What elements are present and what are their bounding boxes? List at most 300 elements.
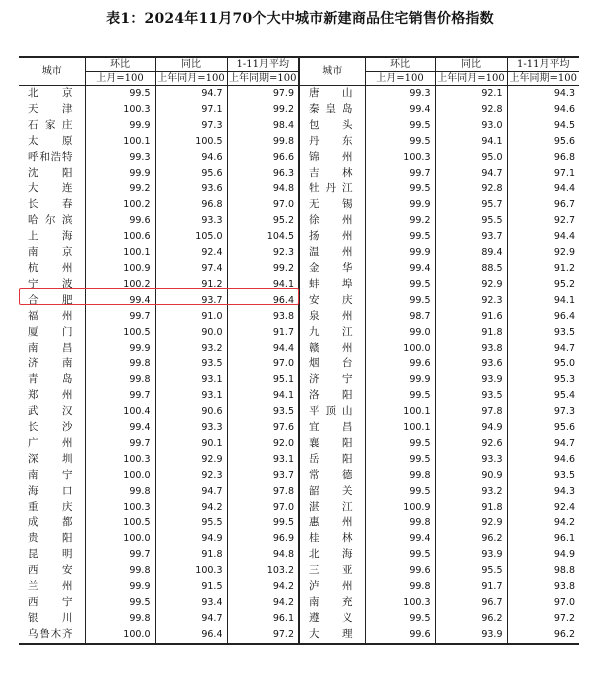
mom-index-cell: 99.8 xyxy=(85,372,155,388)
yoy-index-cell: 88.5 xyxy=(435,261,507,277)
avg-index-cell: 97.2 xyxy=(507,611,579,627)
city-name-cell: 长春 xyxy=(28,198,73,211)
city-name-cell: 天津 xyxy=(28,102,73,115)
avg-index-cell: 96.4 xyxy=(507,309,579,325)
yoy-index-cell: 95.0 xyxy=(435,150,507,166)
avg-index-cell: 94.5 xyxy=(507,118,579,134)
table-row xyxy=(19,611,579,627)
avg-index-cell: 95.2 xyxy=(507,277,579,293)
yoy-index-cell: 93.3 xyxy=(435,452,507,468)
avg-index-cell: 97.0 xyxy=(227,500,299,516)
mom-index-cell: 99.5 xyxy=(365,611,435,627)
table-row xyxy=(19,277,579,293)
header-yoy-right: 同比 xyxy=(435,57,507,72)
avg-index-cell: 92.7 xyxy=(507,213,579,229)
mom-index-cell: 99.8 xyxy=(85,563,155,579)
mom-index-cell: 100.3 xyxy=(85,102,155,118)
mom-index-cell: 100.5 xyxy=(85,515,155,531)
yoy-index-cell: 91.0 xyxy=(155,309,227,325)
city-name-cell: 武汉 xyxy=(28,405,73,418)
avg-index-cell: 93.8 xyxy=(227,309,299,325)
city-name-cell: 桂林 xyxy=(299,531,365,547)
yoy-index-cell: 91.8 xyxy=(435,500,507,516)
avg-index-cell: 93.5 xyxy=(227,404,299,420)
city-name-cell: 牡丹江 xyxy=(299,181,365,197)
yoy-index-cell: 94.7 xyxy=(155,611,227,627)
city-name-cell: 西宁 xyxy=(28,596,73,608)
avg-index-cell: 97.2 xyxy=(227,627,299,644)
yoy-index-cell: 93.6 xyxy=(155,181,227,197)
mom-index-cell: 100.0 xyxy=(365,341,435,357)
mom-index-cell: 99.9 xyxy=(85,118,155,134)
mom-index-cell: 99.7 xyxy=(85,436,155,452)
avg-index-cell: 93.1 xyxy=(227,452,299,468)
city-name-cell: 杭州 xyxy=(28,261,73,274)
yoy-index-cell: 93.6 xyxy=(435,356,507,372)
city-name-cell: 南京 xyxy=(28,246,73,259)
yoy-index-cell: 97.4 xyxy=(155,261,227,277)
avg-index-cell: 99.2 xyxy=(227,261,299,277)
city-name-cell: 上海 xyxy=(28,230,73,243)
city-name-cell: 呼和浩特 xyxy=(28,150,73,163)
avg-index-cell: 99.8 xyxy=(227,134,299,150)
mom-index-cell: 100.3 xyxy=(85,500,155,516)
header-yoy-base-right: 上年同月=100 xyxy=(435,72,507,86)
table-row xyxy=(19,436,579,452)
avg-index-cell: 94.3 xyxy=(507,484,579,500)
table-row xyxy=(19,102,579,118)
mom-index-cell: 99.0 xyxy=(365,325,435,341)
header-avg-base-right: 上年同期=100 xyxy=(507,72,579,86)
table-row xyxy=(19,388,579,404)
avg-index-cell: 93.8 xyxy=(507,579,579,595)
table-row xyxy=(19,579,579,595)
avg-index-cell: 96.1 xyxy=(227,611,299,627)
avg-index-cell: 96.3 xyxy=(227,166,299,182)
mom-index-cell: 99.5 xyxy=(85,86,155,102)
mom-index-cell: 99.7 xyxy=(85,388,155,404)
mom-index-cell: 100.0 xyxy=(85,531,155,547)
mom-index-cell: 99.5 xyxy=(365,277,435,293)
yoy-index-cell: 94.7 xyxy=(155,484,227,500)
avg-index-cell: 94.6 xyxy=(507,452,579,468)
mom-index-cell: 98.7 xyxy=(365,309,435,325)
mom-index-cell: 99.7 xyxy=(85,309,155,325)
avg-index-cell: 97.9 xyxy=(227,86,299,102)
avg-index-cell: 92.3 xyxy=(227,245,299,261)
mom-index-cell: 99.5 xyxy=(365,134,435,150)
yoy-index-cell: 95.5 xyxy=(435,213,507,229)
mom-index-cell: 100.2 xyxy=(85,197,155,213)
city-name-cell: 太原 xyxy=(28,134,73,147)
mom-index-cell: 99.5 xyxy=(365,293,435,309)
yoy-index-cell: 94.6 xyxy=(155,150,227,166)
yoy-index-cell: 93.9 xyxy=(435,547,507,563)
city-name-cell: 大理 xyxy=(299,627,365,644)
table-row xyxy=(19,515,579,531)
yoy-index-cell: 93.9 xyxy=(435,372,507,388)
table-row xyxy=(19,420,579,436)
table-row xyxy=(19,547,579,563)
avg-index-cell: 93.7 xyxy=(227,468,299,484)
mom-index-cell: 100.6 xyxy=(85,229,155,245)
yoy-index-cell: 91.5 xyxy=(155,579,227,595)
yoy-index-cell: 93.9 xyxy=(435,627,507,644)
mom-index-cell: 100.1 xyxy=(365,420,435,436)
table-row xyxy=(19,261,579,277)
table-row xyxy=(19,468,579,484)
mom-index-cell: 99.2 xyxy=(85,181,155,197)
yoy-index-cell: 90.1 xyxy=(155,436,227,452)
avg-index-cell: 97.8 xyxy=(227,484,299,500)
city-name-cell: 吉林 xyxy=(299,166,365,182)
city-name-cell: 徐州 xyxy=(299,213,365,229)
avg-index-cell: 94.1 xyxy=(227,277,299,293)
mom-index-cell: 99.8 xyxy=(365,468,435,484)
yoy-index-cell: 93.2 xyxy=(435,484,507,500)
table-row xyxy=(19,500,579,516)
city-name-cell: 安庆 xyxy=(299,293,365,309)
table-row xyxy=(19,531,579,547)
yoy-index-cell: 92.1 xyxy=(435,86,507,102)
mom-index-cell: 99.7 xyxy=(85,547,155,563)
city-name-cell: 兰州 xyxy=(28,580,73,593)
city-name-cell: 重庆 xyxy=(28,500,73,513)
avg-index-cell: 98.4 xyxy=(227,118,299,134)
city-name-cell: 南昌 xyxy=(28,341,73,354)
mom-index-cell: 100.2 xyxy=(85,277,155,293)
city-name-cell: 郑州 xyxy=(28,389,73,402)
header-yoy-left: 同比 xyxy=(155,57,227,72)
city-name-cell: 平顶山 xyxy=(299,404,365,420)
city-name-cell: 厦门 xyxy=(28,325,73,338)
header-city-right: 城市 xyxy=(299,57,365,86)
mom-index-cell: 99.5 xyxy=(365,547,435,563)
yoy-index-cell: 91.7 xyxy=(435,579,507,595)
avg-index-cell: 91.2 xyxy=(507,261,579,277)
mom-index-cell: 99.6 xyxy=(365,563,435,579)
yoy-index-cell: 91.8 xyxy=(435,325,507,341)
city-name-cell: 唐山 xyxy=(299,86,365,102)
yoy-index-cell: 93.5 xyxy=(435,388,507,404)
table-row xyxy=(19,150,579,166)
mom-index-cell: 100.0 xyxy=(85,627,155,644)
table-row xyxy=(19,293,579,309)
avg-index-cell: 96.6 xyxy=(227,150,299,166)
yoy-index-cell: 93.2 xyxy=(155,341,227,357)
city-name-cell: 南宁 xyxy=(28,468,73,481)
mom-index-cell: 99.7 xyxy=(365,166,435,182)
mom-index-cell: 99.4 xyxy=(365,261,435,277)
yoy-index-cell: 92.3 xyxy=(435,293,507,309)
avg-index-cell: 95.1 xyxy=(227,372,299,388)
yoy-index-cell: 94.7 xyxy=(435,166,507,182)
header-mom-base-left: 上月=100 xyxy=(85,72,155,86)
header-mom-base-right: 上月=100 xyxy=(365,72,435,86)
avg-index-cell: 104.5 xyxy=(227,229,299,245)
yoy-index-cell: 93.7 xyxy=(435,229,507,245)
yoy-index-cell: 96.2 xyxy=(435,531,507,547)
mom-index-cell: 100.4 xyxy=(85,404,155,420)
mom-index-cell: 99.4 xyxy=(85,293,155,309)
avg-index-cell: 94.8 xyxy=(227,181,299,197)
city-name-cell: 石家庄 xyxy=(28,118,73,131)
city-name-cell: 襄阳 xyxy=(299,436,365,452)
table-row xyxy=(19,341,579,357)
mom-index-cell: 100.9 xyxy=(365,500,435,516)
city-name-cell: 昆明 xyxy=(28,548,73,561)
mom-index-cell: 99.5 xyxy=(365,452,435,468)
avg-index-cell: 97.0 xyxy=(227,197,299,213)
yoy-index-cell: 94.9 xyxy=(435,420,507,436)
city-name-cell: 扬州 xyxy=(299,229,365,245)
mom-index-cell: 99.4 xyxy=(365,531,435,547)
city-name-cell: 成都 xyxy=(28,516,73,529)
yoy-index-cell: 96.8 xyxy=(155,197,227,213)
yoy-index-cell: 94.1 xyxy=(435,134,507,150)
city-name-cell: 湛江 xyxy=(299,500,365,516)
avg-index-cell: 95.4 xyxy=(507,388,579,404)
city-name-cell: 九江 xyxy=(299,325,365,341)
yoy-index-cell: 90.0 xyxy=(155,325,227,341)
avg-index-cell: 96.2 xyxy=(507,627,579,644)
yoy-index-cell: 94.7 xyxy=(155,86,227,102)
mom-index-cell: 99.5 xyxy=(365,388,435,404)
yoy-index-cell: 92.9 xyxy=(435,515,507,531)
avg-index-cell: 97.0 xyxy=(507,595,579,611)
city-name-cell: 洛阳 xyxy=(299,388,365,404)
mom-index-cell: 99.8 xyxy=(85,356,155,372)
table-row xyxy=(19,86,579,102)
price-index-table-container xyxy=(19,56,579,645)
mom-index-cell: 99.5 xyxy=(365,181,435,197)
yoy-index-cell: 91.2 xyxy=(155,277,227,293)
avg-index-cell: 96.7 xyxy=(507,197,579,213)
city-name-cell: 温州 xyxy=(299,245,365,261)
price-index-table xyxy=(19,56,579,645)
yoy-index-cell: 92.8 xyxy=(435,102,507,118)
city-name-cell: 合肥 xyxy=(28,293,73,306)
mom-index-cell: 99.8 xyxy=(365,515,435,531)
header-avg-left: 1-11月平均 xyxy=(227,57,299,72)
yoy-index-cell: 94.2 xyxy=(155,500,227,516)
yoy-index-cell: 90.6 xyxy=(155,404,227,420)
city-name-cell: 遵义 xyxy=(299,611,365,627)
header-mom-right: 环比 xyxy=(365,57,435,72)
mom-index-cell: 99.5 xyxy=(365,484,435,500)
city-name-cell: 韶关 xyxy=(299,484,365,500)
yoy-index-cell: 95.7 xyxy=(435,197,507,213)
table-row xyxy=(19,595,579,611)
mom-index-cell: 99.8 xyxy=(85,611,155,627)
table-body xyxy=(19,86,579,644)
yoy-index-cell: 93.3 xyxy=(155,213,227,229)
avg-index-cell: 94.2 xyxy=(227,579,299,595)
city-name-cell: 青岛 xyxy=(28,373,73,386)
mom-index-cell: 100.3 xyxy=(365,595,435,611)
yoy-index-cell: 96.2 xyxy=(435,611,507,627)
city-name-cell: 泸州 xyxy=(299,579,365,595)
mom-index-cell: 99.9 xyxy=(365,245,435,261)
yoy-index-cell: 92.8 xyxy=(435,181,507,197)
avg-index-cell: 96.1 xyxy=(507,531,579,547)
mom-index-cell: 99.5 xyxy=(85,595,155,611)
avg-index-cell: 96.8 xyxy=(507,150,579,166)
table-row xyxy=(19,372,579,388)
avg-index-cell: 92.9 xyxy=(507,245,579,261)
avg-index-cell: 91.7 xyxy=(227,325,299,341)
city-name-cell: 贵阳 xyxy=(28,532,73,545)
mom-index-cell: 99.6 xyxy=(365,356,435,372)
yoy-index-cell: 92.9 xyxy=(435,277,507,293)
city-name-cell: 长沙 xyxy=(28,421,73,434)
yoy-index-cell: 93.5 xyxy=(155,356,227,372)
city-name-cell: 金华 xyxy=(299,261,365,277)
yoy-index-cell: 92.4 xyxy=(155,245,227,261)
mom-index-cell: 99.4 xyxy=(85,420,155,436)
mom-index-cell: 99.5 xyxy=(365,118,435,134)
yoy-index-cell: 96.4 xyxy=(155,627,227,644)
avg-index-cell: 94.9 xyxy=(507,547,579,563)
city-name-cell: 福州 xyxy=(28,309,73,322)
city-name-cell: 三亚 xyxy=(299,563,365,579)
yoy-index-cell: 89.4 xyxy=(435,245,507,261)
header-mom-left: 环比 xyxy=(85,57,155,72)
city-name-cell: 深圳 xyxy=(28,452,73,465)
city-name-cell: 惠州 xyxy=(299,515,365,531)
city-name-cell: 宁波 xyxy=(28,277,73,290)
mom-index-cell: 99.9 xyxy=(365,197,435,213)
mom-index-cell: 100.3 xyxy=(85,452,155,468)
header-city-left: 城市 xyxy=(19,57,85,86)
mom-index-cell: 99.3 xyxy=(365,86,435,102)
mom-index-cell: 99.8 xyxy=(365,579,435,595)
mom-index-cell: 100.5 xyxy=(85,325,155,341)
mom-index-cell: 99.5 xyxy=(365,436,435,452)
mom-index-cell: 99.6 xyxy=(365,627,435,644)
city-name-cell: 大连 xyxy=(28,182,73,195)
avg-index-cell: 98.8 xyxy=(507,563,579,579)
yoy-index-cell: 97.8 xyxy=(435,404,507,420)
yoy-index-cell: 93.8 xyxy=(435,341,507,357)
city-name-cell: 哈尔滨 xyxy=(28,214,73,227)
table-row xyxy=(19,404,579,420)
city-name-cell: 蚌埠 xyxy=(299,277,365,293)
yoy-index-cell: 91.6 xyxy=(435,309,507,325)
mom-index-cell: 99.8 xyxy=(85,484,155,500)
yoy-index-cell: 93.1 xyxy=(155,372,227,388)
yoy-index-cell: 95.6 xyxy=(155,166,227,182)
table-row xyxy=(19,452,579,468)
avg-index-cell: 97.1 xyxy=(507,166,579,182)
table-row xyxy=(19,245,579,261)
table-row xyxy=(19,356,579,372)
avg-index-cell: 95.3 xyxy=(507,372,579,388)
yoy-index-cell: 93.4 xyxy=(155,595,227,611)
avg-index-cell: 97.0 xyxy=(227,356,299,372)
city-name-cell: 南充 xyxy=(299,595,365,611)
yoy-index-cell: 93.1 xyxy=(155,388,227,404)
avg-index-cell: 92.4 xyxy=(507,500,579,516)
avg-index-cell: 94.1 xyxy=(227,388,299,404)
mom-index-cell: 99.9 xyxy=(85,579,155,595)
avg-index-cell: 94.2 xyxy=(227,595,299,611)
yoy-index-cell: 100.3 xyxy=(155,563,227,579)
yoy-index-cell: 97.3 xyxy=(155,118,227,134)
yoy-index-cell: 90.9 xyxy=(435,468,507,484)
avg-index-cell: 103.2 xyxy=(227,563,299,579)
yoy-index-cell: 96.7 xyxy=(435,595,507,611)
yoy-index-cell: 93.7 xyxy=(155,293,227,309)
yoy-index-cell: 92.3 xyxy=(155,468,227,484)
city-name-cell: 海口 xyxy=(28,484,73,497)
city-name-cell: 沈阳 xyxy=(28,166,73,179)
yoy-index-cell: 93.0 xyxy=(435,118,507,134)
yoy-index-cell: 92.9 xyxy=(155,452,227,468)
avg-index-cell: 95.0 xyxy=(507,356,579,372)
avg-index-cell: 94.8 xyxy=(227,547,299,563)
table-row xyxy=(19,563,579,579)
avg-index-cell: 94.7 xyxy=(507,436,579,452)
table-row xyxy=(19,309,579,325)
avg-index-cell: 94.4 xyxy=(507,181,579,197)
yoy-index-cell: 95.5 xyxy=(435,563,507,579)
avg-index-cell: 94.6 xyxy=(507,102,579,118)
avg-index-cell: 92.0 xyxy=(227,436,299,452)
city-name-cell: 泉州 xyxy=(299,309,365,325)
yoy-index-cell: 97.1 xyxy=(155,102,227,118)
city-name-cell: 宜昌 xyxy=(299,420,365,436)
table-row xyxy=(19,325,579,341)
mom-index-cell: 100.9 xyxy=(85,261,155,277)
city-name-cell: 北京 xyxy=(28,87,73,99)
avg-index-cell: 94.3 xyxy=(507,86,579,102)
avg-index-cell: 97.6 xyxy=(227,420,299,436)
yoy-index-cell: 105.0 xyxy=(155,229,227,245)
avg-index-cell: 95.6 xyxy=(507,420,579,436)
header-avg-right: 1-11月平均 xyxy=(507,57,579,72)
header-yoy-base-left: 上年同月=100 xyxy=(155,72,227,86)
mom-index-cell: 100.1 xyxy=(365,404,435,420)
city-name-cell: 济宁 xyxy=(299,372,365,388)
avg-index-cell: 95.6 xyxy=(507,134,579,150)
mom-index-cell: 99.2 xyxy=(365,213,435,229)
city-name-cell: 锦州 xyxy=(299,150,365,166)
mom-index-cell: 99.6 xyxy=(85,213,155,229)
city-name-cell: 无锡 xyxy=(299,197,365,213)
mom-index-cell: 99.9 xyxy=(365,372,435,388)
city-name-cell: 乌鲁木齐 xyxy=(28,627,73,640)
yoy-index-cell: 93.3 xyxy=(155,420,227,436)
avg-index-cell: 96.4 xyxy=(227,293,299,309)
avg-index-cell: 93.5 xyxy=(507,468,579,484)
table-row xyxy=(19,213,579,229)
avg-index-cell: 94.7 xyxy=(507,341,579,357)
table-row xyxy=(19,484,579,500)
avg-index-cell: 96.9 xyxy=(227,531,299,547)
avg-index-cell: 99.2 xyxy=(227,102,299,118)
avg-index-cell: 99.5 xyxy=(227,515,299,531)
city-name-cell: 广州 xyxy=(28,436,73,449)
table-row xyxy=(19,166,579,182)
city-name-cell: 秦皇岛 xyxy=(299,102,365,118)
avg-index-cell: 94.2 xyxy=(507,515,579,531)
city-name-cell: 北海 xyxy=(299,547,365,563)
mom-index-cell: 100.1 xyxy=(85,245,155,261)
table-row xyxy=(19,627,579,644)
yoy-index-cell: 100.5 xyxy=(155,134,227,150)
mom-index-cell: 99.4 xyxy=(365,102,435,118)
